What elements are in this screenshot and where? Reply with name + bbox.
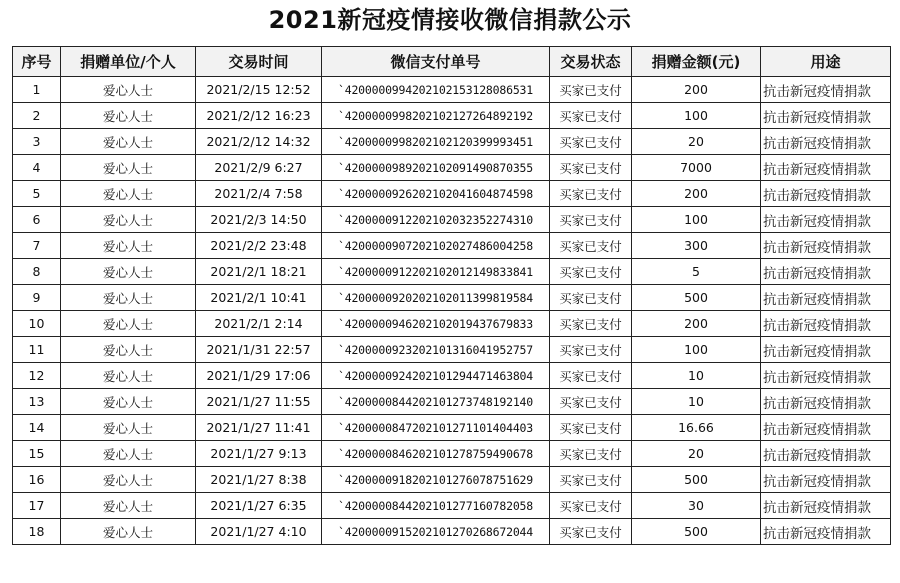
- table-row: [13, 519, 891, 545]
- row-amount: 20: [632, 129, 761, 155]
- row-purpose: 抗击新冠疫情捐款: [761, 311, 891, 337]
- header-donor: 捐赠单位/个人: [61, 47, 196, 77]
- row-payment-id: `4200000918202101276078751629: [322, 467, 550, 493]
- table-row: [13, 389, 891, 415]
- table-row: [13, 259, 891, 285]
- row-amount: 500: [632, 467, 761, 493]
- row-payment-id: `4200000920202102011399819584: [322, 285, 550, 311]
- row-amount: 100: [632, 337, 761, 363]
- table-row: [13, 493, 891, 519]
- row-status: 买家已支付: [550, 467, 632, 493]
- table-row: [13, 181, 891, 207]
- row-index: 8: [13, 259, 61, 285]
- row-payment-id: `4200000912202102032352274310: [322, 207, 550, 233]
- row-payment-id: `4200000946202102019437679833: [322, 311, 550, 337]
- table-row: [13, 311, 891, 337]
- row-payment-id: `4200000915202101270268672044: [322, 519, 550, 545]
- row-status: 买家已支付: [550, 103, 632, 129]
- row-time: 2021/1/27 4:10: [196, 519, 322, 545]
- row-index: 18: [13, 519, 61, 545]
- row-payment-id: `4200000989202102091490870355: [322, 155, 550, 181]
- row-time: 2021/2/15 12:52: [196, 77, 322, 103]
- header-amount: 捐赠金额(元): [632, 47, 761, 77]
- table-row: [13, 233, 891, 259]
- row-amount: 100: [632, 103, 761, 129]
- row-index: 16: [13, 467, 61, 493]
- row-index: 11: [13, 337, 61, 363]
- row-status: 买家已支付: [550, 493, 632, 519]
- row-donor: 爱心人士: [61, 415, 196, 441]
- row-amount: 10: [632, 363, 761, 389]
- row-index: 14: [13, 415, 61, 441]
- row-time: 2021/2/2 23:48: [196, 233, 322, 259]
- table-row: [13, 363, 891, 389]
- row-purpose: 抗击新冠疫情捐款: [761, 129, 891, 155]
- row-donor: 爱心人士: [61, 103, 196, 129]
- row-index: 2: [13, 103, 61, 129]
- row-status: 买家已支付: [550, 519, 632, 545]
- table-row: [13, 441, 891, 467]
- table-row: [13, 129, 891, 155]
- row-time: 2021/1/27 8:38: [196, 467, 322, 493]
- row-time: 2021/2/1 18:21: [196, 259, 322, 285]
- row-time: 2021/1/27 9:13: [196, 441, 322, 467]
- row-time: 2021/1/27 11:41: [196, 415, 322, 441]
- row-payment-id: `4200000923202101316041952757: [322, 337, 550, 363]
- row-index: 3: [13, 129, 61, 155]
- row-amount: 30: [632, 493, 761, 519]
- row-index: 5: [13, 181, 61, 207]
- header-payment-id: 微信支付单号: [322, 47, 550, 77]
- row-payment-id: `4200000847202101271101404403: [322, 415, 550, 441]
- row-purpose: 抗击新冠疫情捐款: [761, 389, 891, 415]
- row-donor: 爱心人士: [61, 181, 196, 207]
- row-time: 2021/2/12 14:32: [196, 129, 322, 155]
- row-donor: 爱心人士: [61, 77, 196, 103]
- row-donor: 爱心人士: [61, 363, 196, 389]
- row-status: 买家已支付: [550, 363, 632, 389]
- row-amount: 100: [632, 207, 761, 233]
- row-index: 4: [13, 155, 61, 181]
- row-time: 2021/2/3 14:50: [196, 207, 322, 233]
- row-status: 买家已支付: [550, 181, 632, 207]
- row-donor: 爱心人士: [61, 467, 196, 493]
- row-donor: 爱心人士: [61, 233, 196, 259]
- row-amount: 7000: [632, 155, 761, 181]
- row-purpose: 抗击新冠疫情捐款: [761, 519, 891, 545]
- row-purpose: 抗击新冠疫情捐款: [761, 337, 891, 363]
- row-amount: 5: [632, 259, 761, 285]
- row-donor: 爱心人士: [61, 337, 196, 363]
- table-row: [13, 103, 891, 129]
- row-status: 买家已支付: [550, 311, 632, 337]
- row-purpose: 抗击新冠疫情捐款: [761, 415, 891, 441]
- donation-table: [12, 46, 891, 545]
- row-purpose: 抗击新冠疫情捐款: [761, 77, 891, 103]
- row-time: 2021/1/31 22:57: [196, 337, 322, 363]
- row-time: 2021/2/1 10:41: [196, 285, 322, 311]
- row-index: 7: [13, 233, 61, 259]
- header-status: 交易状态: [550, 47, 632, 77]
- header-time: 交易时间: [196, 47, 322, 77]
- row-index: 10: [13, 311, 61, 337]
- row-status: 买家已支付: [550, 207, 632, 233]
- row-time: 2021/1/27 11:55: [196, 389, 322, 415]
- row-time: 2021/1/29 17:06: [196, 363, 322, 389]
- row-payment-id: `4200000912202102012149833841: [322, 259, 550, 285]
- row-purpose: 抗击新冠疫情捐款: [761, 493, 891, 519]
- row-payment-id: `4200000907202102027486004258: [322, 233, 550, 259]
- row-index: 15: [13, 441, 61, 467]
- table-row: [13, 207, 891, 233]
- row-status: 买家已支付: [550, 155, 632, 181]
- row-donor: 爱心人士: [61, 155, 196, 181]
- row-donor: 爱心人士: [61, 389, 196, 415]
- page-title: 2021新冠疫情接收微信捐款公示: [268, 6, 632, 34]
- row-purpose: 抗击新冠疫情捐款: [761, 103, 891, 129]
- header-purpose: 用途: [761, 47, 891, 77]
- row-status: 买家已支付: [550, 285, 632, 311]
- row-amount: 500: [632, 285, 761, 311]
- row-donor: 爱心人士: [61, 519, 196, 545]
- row-payment-id: `4200000844202101277160782058: [322, 493, 550, 519]
- row-index: 1: [13, 77, 61, 103]
- row-donor: 爱心人士: [61, 311, 196, 337]
- table-row: [13, 415, 891, 441]
- row-amount: 200: [632, 77, 761, 103]
- row-amount: 500: [632, 519, 761, 545]
- table-header-row: [13, 47, 891, 77]
- row-index: 17: [13, 493, 61, 519]
- row-time: 2021/2/4 7:58: [196, 181, 322, 207]
- table-row: [13, 337, 891, 363]
- row-status: 买家已支付: [550, 337, 632, 363]
- row-payment-id: `4200000844202101273748192140: [322, 389, 550, 415]
- row-amount: 200: [632, 181, 761, 207]
- row-index: 12: [13, 363, 61, 389]
- row-amount: 20: [632, 441, 761, 467]
- table-row: [13, 77, 891, 103]
- row-time: 2021/1/27 6:35: [196, 493, 322, 519]
- row-donor: 爱心人士: [61, 285, 196, 311]
- row-purpose: 抗击新冠疫情捐款: [761, 181, 891, 207]
- row-status: 买家已支付: [550, 77, 632, 103]
- row-donor: 爱心人士: [61, 441, 196, 467]
- row-payment-id: `4200000926202102041604874598: [322, 181, 550, 207]
- row-status: 买家已支付: [550, 233, 632, 259]
- row-payment-id: `4200000846202101278759490678: [322, 441, 550, 467]
- row-amount: 10: [632, 389, 761, 415]
- row-index: 9: [13, 285, 61, 311]
- row-time: 2021/2/9 6:27: [196, 155, 322, 181]
- row-status: 买家已支付: [550, 441, 632, 467]
- table-row: [13, 467, 891, 493]
- row-donor: 爱心人士: [61, 207, 196, 233]
- row-purpose: 抗击新冠疫情捐款: [761, 441, 891, 467]
- row-time: 2021/2/12 16:23: [196, 103, 322, 129]
- row-status: 买家已支付: [550, 389, 632, 415]
- row-donor: 爱心人士: [61, 259, 196, 285]
- row-donor: 爱心人士: [61, 129, 196, 155]
- row-index: 13: [13, 389, 61, 415]
- row-donor: 爱心人士: [61, 493, 196, 519]
- row-purpose: 抗击新冠疫情捐款: [761, 363, 891, 389]
- row-status: 买家已支付: [550, 415, 632, 441]
- row-purpose: 抗击新冠疫情捐款: [761, 233, 891, 259]
- row-index: 6: [13, 207, 61, 233]
- row-amount: 300: [632, 233, 761, 259]
- header-index: 序号: [13, 47, 61, 77]
- row-purpose: 抗击新冠疫情捐款: [761, 285, 891, 311]
- row-payment-id: `4200000998202102120399993451: [322, 129, 550, 155]
- row-payment-id: `4200000998202102127264892192: [322, 103, 550, 129]
- row-payment-id: `4200000994202102153128086531: [322, 77, 550, 103]
- row-purpose: 抗击新冠疫情捐款: [761, 155, 891, 181]
- row-amount: 200: [632, 311, 761, 337]
- table-row: [13, 285, 891, 311]
- row-payment-id: `4200000924202101294471463804: [322, 363, 550, 389]
- row-amount: 16.66: [632, 415, 761, 441]
- row-time: 2021/2/1 2:14: [196, 311, 322, 337]
- row-purpose: 抗击新冠疫情捐款: [761, 467, 891, 493]
- row-purpose: 抗击新冠疫情捐款: [761, 207, 891, 233]
- table-row: [13, 155, 891, 181]
- row-status: 买家已支付: [550, 129, 632, 155]
- row-status: 买家已支付: [550, 259, 632, 285]
- row-purpose: 抗击新冠疫情捐款: [761, 259, 891, 285]
